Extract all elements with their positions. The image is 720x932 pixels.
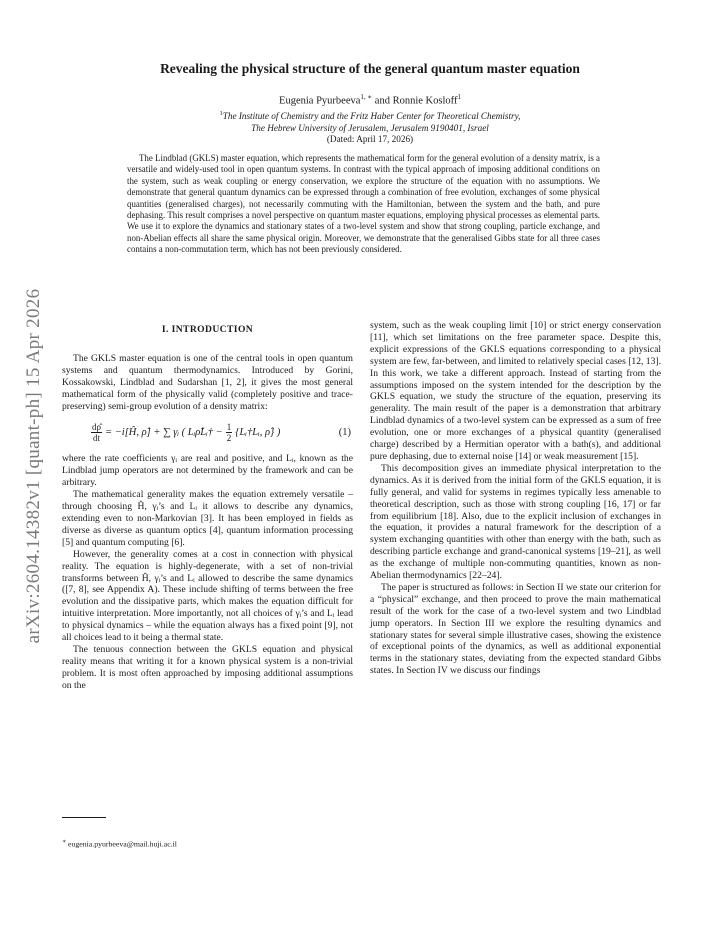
section-heading: I. INTRODUCTION bbox=[161, 324, 254, 335]
footnote-email: eugenia.pyurbeeva@mail.huji.ac.il bbox=[66, 839, 177, 849]
equation-body bbox=[88, 422, 280, 443]
author-name: Ronnie Kosloff bbox=[392, 95, 458, 107]
footnote-rule bbox=[62, 817, 106, 818]
paragraph: where the rate coefficients γᵢ are real and positive, and Lᵢ, known as the Lindblad jump operators are not determined by the framework and can be arbitrary. bbox=[62, 453, 353, 489]
author-conjunction: and bbox=[372, 95, 393, 107]
equation-term: {Lᵢ†Lᵢ, ρ̂} ) bbox=[235, 426, 281, 438]
author-marks: 1, ∗ bbox=[360, 93, 373, 101]
fraction: $\frac{d\rhô}{dt}$ bbox=[92, 422, 101, 444]
equation-term: = −i[Ĥ, ρ̂] + ∑ γᵢ ( Lᵢρ̂Lᵢ† − bbox=[105, 426, 223, 438]
arxiv-identifier: arXiv:2604.14382v1 [quant-ph] 15 Apr 2026 bbox=[23, 288, 44, 644]
paragraph: This decomposition gives an immediate physical interpretation to the dynamics. As it is derived from the initial form of the GKLS equation, it is fully general, and valid for systems in regimes typically less amenable to theoretical description, such as those with strong coupling [16, 17] or far from equilibrium [18]. Also, due to the explicit inclusion of exchanges in the equation, it provides a natural framework for the description of a system exchanging quantities with other than energy with the bath, such as describing particle exchange and grand-canonical systems [19–21], as well as the exchange of multiple non-commuting quantities, known as non-Abelian thermodynamics [22–24]. bbox=[370, 462, 661, 582]
affiliation-line: $^1$The Institute of Chemistry and the Fritz Haber Center for Theoretical Chemistry, bbox=[219, 110, 521, 122]
arxiv-sidebar bbox=[0, 0, 60, 932]
author-list bbox=[60, 93, 680, 107]
author-name: Eugenia Pyurbeeva bbox=[279, 95, 361, 107]
left-column bbox=[62, 320, 353, 692]
equation-1 bbox=[62, 422, 353, 443]
author-marks: 1 bbox=[457, 93, 461, 101]
equation-number: (1) bbox=[338, 426, 351, 438]
affiliation bbox=[60, 108, 680, 134]
paragraph: The paper is structured as follows: in Section II we state our criterion for a “physical” exchange, and then proceed to prove the main mathematical result of the work for the case of a two-level system and two Lindblad jump operators. In Section III we explore the resulting dynamics and stationary states for several simple illustrative cases, showing the existence of exceptional points of the dynamics, as well as additional exponential terms in the stationary states, deviating from the expected standard Gibbs states. In Section IV we discuss our findings bbox=[370, 581, 661, 677]
affiliation-line: The Hebrew University of Jerusalem, Jerusalem 9190401, Israel bbox=[251, 123, 489, 134]
paragraph: The mathematical generality makes the equation extremely versatile – through choosing Ĥ, γᵢ’s and Lᵢ it allows to describe any dynamics, extending even to non-Markovian [3]. It has been employed in fields as diverse as diverse as quantum optics [4], quantum information processing [5] and quantum computing [6]. bbox=[62, 489, 353, 548]
paragraph: The tenuous connection between the GKLS equation and physical reality means that writing it for a known physical system is a non-trivial problem. It is most often approached by imposing additional assumptions on the bbox=[62, 643, 353, 691]
right-column bbox=[370, 320, 661, 677]
affiliation-mark: 1 bbox=[219, 110, 223, 117]
footnote bbox=[62, 838, 353, 849]
fraction: $\frac{1}{2}$ bbox=[226, 422, 232, 444]
date-line: (Dated: April 17, 2026) bbox=[326, 134, 414, 144]
paragraph: The GKLS master equation is one of the central tools in open quantum systems and quantum thermodynamics. Introduced by Gorini, Kossakowski, Lindblad and Sudarshan [1, 2], it gives the most general mathematical form of the physically valid (completely positive and trace-preserving) semi-group evolution of a density matrix: bbox=[62, 352, 353, 412]
paper-title: Revealing the physical structure of the general quantum master equation bbox=[160, 61, 580, 76]
abstract: The Lindblad (GKLS) master equation, which represents the mathematical form for the general evolution of a density matrix, is a versatile and widely-used tool in open quantum systems. In contrast with the typical approach of imposing additional conditions on the system, such as weak coupling or energy conservation, we explore the structure of the equation with no assumptions. We demonstrate that general quantum dynamics can be expressed through a combination of free evolution, exchanges of some physical quantities (generalised charges), not necessarily commuting with the Hamiltonian, between the system and the bath, and pure dephasing. This result comprises a novel perspective on quantum master equations, employing physical processes as elemental parts. We use it to explore the dynamics and stationary states of a two-level system and show that strong coupling, particle exchange, and non-Abelian effects all share the same physical origin. Moreover, we demonstrate that the generalised Gibbs state for all three cases contains a non-commutation term, which has not been previously considered. bbox=[127, 153, 600, 255]
paragraph: However, the generality comes at a cost in connection with physical reality. The equation is highly-degenerate, with a set of non-trivial transforms between Ĥ, γᵢ’s and Lᵢ allowed to describe the same dynamics ([7, 8], see Appendix A). These include shifting of terms between the free evolution and the dissipative parts, which makes the equation difficult for intuitive interpretation. More importantly, not all choices of γᵢ’s and Lᵢ lead to physical dynamics – while the equation always has a fixed point [9], not all choices lead to it being a thermal state. bbox=[62, 548, 353, 644]
paragraph: system, such as the weak coupling limit [10] or strict energy conservation [11], which set limitations on the free parameter space. Despite this, explicit expressions of the GKLS equations corresponding to a physical system are few, far-between, and limited to relatively special cases [12, 13]. In this work, we take a different approach. Instead of starting from the assumptions imposed on the system intended for the description by the GKLS equation, we study the structure of the equation, preserving its generality. The main result of the paper is a demonstration that arbitrary Lindblad dynamics of a two-level system can be expressed as a sum of free evolution, one or more exchanges of a physical quantity (generalised charge) described by a Hermitian operator with a bath(s), and additional pure dephasing, due to external noise [14] or weak measurement [15]. bbox=[370, 320, 661, 462]
footnote-mark: ∗ bbox=[62, 839, 67, 845]
